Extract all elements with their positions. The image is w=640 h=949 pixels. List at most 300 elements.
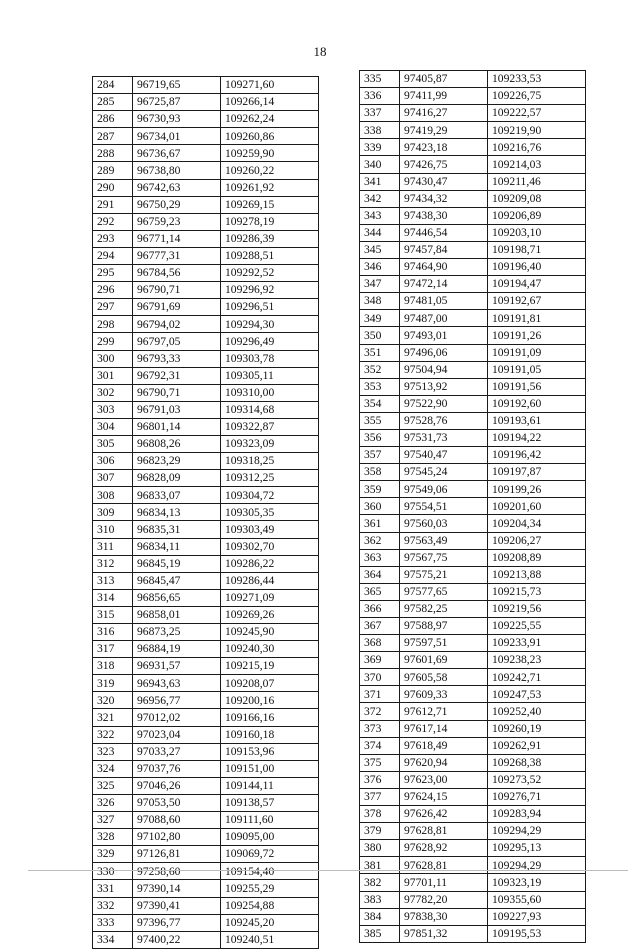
point-number-cell: 319 [93, 675, 133, 692]
point-number-cell: 352 [360, 361, 400, 378]
point-number-cell: 351 [360, 344, 400, 361]
point-number-cell: 384 [360, 908, 400, 925]
x-coordinate-cell: 97597,51 [400, 635, 488, 652]
table-row [360, 412, 586, 429]
table-row [360, 874, 586, 891]
point-number-cell: 315 [93, 606, 133, 623]
x-coordinate-cell: 96845,19 [133, 555, 221, 572]
point-number-cell: 364 [360, 566, 400, 583]
point-number-cell: 348 [360, 293, 400, 310]
x-coordinate-cell: 97577,65 [400, 583, 488, 600]
table-row [360, 241, 586, 258]
x-coordinate-cell: 96734,01 [133, 128, 221, 145]
y-coordinate-cell: 109355,60 [488, 891, 586, 908]
x-coordinate-cell: 97023,04 [133, 726, 221, 743]
table-row [93, 846, 319, 863]
point-number-cell: 324 [93, 760, 133, 777]
y-coordinate-cell: 109318,25 [221, 453, 319, 470]
point-number-cell: 316 [93, 624, 133, 641]
y-coordinate-cell: 109219,56 [488, 600, 586, 617]
point-number-cell: 330 [93, 863, 133, 880]
point-number-cell: 367 [360, 618, 400, 635]
y-coordinate-cell: 109296,51 [221, 299, 319, 316]
table-row [360, 207, 586, 224]
table-row [93, 624, 319, 641]
point-number-cell: 308 [93, 487, 133, 504]
point-number-cell: 300 [93, 350, 133, 367]
y-coordinate-cell: 109323,09 [221, 435, 319, 452]
table-row [360, 378, 586, 395]
point-number-cell: 336 [360, 88, 400, 105]
x-coordinate-cell: 96742,63 [133, 179, 221, 196]
x-coordinate-cell: 97481,05 [400, 293, 488, 310]
table-row [93, 675, 319, 692]
table-row [360, 276, 586, 293]
point-number-cell: 350 [360, 327, 400, 344]
x-coordinate-cell: 97701,11 [400, 874, 488, 891]
point-number-cell: 302 [93, 384, 133, 401]
x-coordinate-cell: 96833,07 [133, 487, 221, 504]
point-number-cell: 296 [93, 282, 133, 299]
y-coordinate-cell: 109262,91 [488, 737, 586, 754]
table-row [360, 686, 586, 703]
table-row [93, 726, 319, 743]
table-row [360, 88, 586, 105]
table-row [93, 914, 319, 931]
table-row [360, 447, 586, 464]
table-row [93, 504, 319, 521]
point-number-cell: 342 [360, 190, 400, 207]
x-coordinate-cell: 96738,80 [133, 162, 221, 179]
point-number-cell: 353 [360, 378, 400, 395]
y-coordinate-cell: 109196,40 [488, 259, 586, 276]
point-number-cell: 358 [360, 464, 400, 481]
x-coordinate-cell: 96793,33 [133, 350, 221, 367]
point-number-cell: 301 [93, 367, 133, 384]
point-number-cell: 349 [360, 310, 400, 327]
table-row [360, 788, 586, 805]
x-coordinate-cell: 97496,06 [400, 344, 488, 361]
y-coordinate-cell: 109294,29 [488, 823, 586, 840]
x-coordinate-cell: 96730,93 [133, 111, 221, 128]
table-row [93, 812, 319, 829]
table-row [93, 880, 319, 897]
table-row [360, 583, 586, 600]
y-coordinate-cell: 109322,87 [221, 418, 319, 435]
y-coordinate-cell: 109197,87 [488, 464, 586, 481]
y-coordinate-cell: 109192,60 [488, 395, 586, 412]
x-coordinate-cell: 97430,47 [400, 173, 488, 190]
x-coordinate-cell: 96784,56 [133, 265, 221, 282]
y-coordinate-cell: 109260,86 [221, 128, 319, 145]
table-row [93, 931, 319, 948]
x-coordinate-cell: 96794,02 [133, 316, 221, 333]
y-coordinate-cell: 109304,72 [221, 487, 319, 504]
y-coordinate-cell: 109144,11 [221, 777, 319, 794]
point-number-cell: 286 [93, 111, 133, 128]
x-coordinate-cell: 96792,31 [133, 367, 221, 384]
table-row [93, 299, 319, 316]
y-coordinate-cell: 109215,19 [221, 658, 319, 675]
x-coordinate-cell: 97560,03 [400, 515, 488, 532]
point-number-cell: 306 [93, 453, 133, 470]
point-number-cell: 341 [360, 173, 400, 190]
table-row [360, 361, 586, 378]
point-number-cell: 382 [360, 874, 400, 891]
x-coordinate-cell: 97609,33 [400, 686, 488, 703]
x-coordinate-cell: 96884,19 [133, 641, 221, 658]
x-coordinate-cell: 96834,13 [133, 504, 221, 521]
y-coordinate-cell: 109160,18 [221, 726, 319, 743]
y-coordinate-cell: 109204,34 [488, 515, 586, 532]
y-coordinate-cell: 109194,47 [488, 276, 586, 293]
point-number-cell: 323 [93, 743, 133, 760]
y-coordinate-cell: 109286,22 [221, 555, 319, 572]
y-coordinate-cell: 109215,73 [488, 583, 586, 600]
table-row [360, 515, 586, 532]
table-row [93, 418, 319, 435]
table-row [360, 156, 586, 173]
table-row [360, 618, 586, 635]
point-number-cell: 340 [360, 156, 400, 173]
point-number-cell: 321 [93, 709, 133, 726]
x-coordinate-cell: 97400,22 [133, 931, 221, 948]
coordinates-table-right-body [360, 71, 586, 943]
point-number-cell: 363 [360, 549, 400, 566]
point-number-cell: 378 [360, 806, 400, 823]
x-coordinate-cell: 97617,14 [400, 720, 488, 737]
y-coordinate-cell: 109261,92 [221, 179, 319, 196]
point-number-cell: 289 [93, 162, 133, 179]
x-coordinate-cell: 97419,29 [400, 122, 488, 139]
table-row [93, 863, 319, 880]
y-coordinate-cell: 109199,26 [488, 481, 586, 498]
x-coordinate-cell: 97411,99 [400, 88, 488, 105]
point-number-cell: 356 [360, 429, 400, 446]
point-number-cell: 317 [93, 641, 133, 658]
y-coordinate-cell: 109219,90 [488, 122, 586, 139]
table-row [93, 384, 319, 401]
x-coordinate-cell: 97582,25 [400, 600, 488, 617]
x-coordinate-cell: 97434,32 [400, 190, 488, 207]
table-row [93, 145, 319, 162]
point-number-cell: 339 [360, 139, 400, 156]
table-row [93, 367, 319, 384]
point-number-cell: 331 [93, 880, 133, 897]
table-row [93, 760, 319, 777]
x-coordinate-cell: 97851,32 [400, 925, 488, 942]
point-number-cell: 309 [93, 504, 133, 521]
point-number-cell: 372 [360, 703, 400, 720]
point-number-cell: 313 [93, 572, 133, 589]
y-coordinate-cell: 109200,16 [221, 692, 319, 709]
y-coordinate-cell: 109222,57 [488, 105, 586, 122]
y-coordinate-cell: 109166,16 [221, 709, 319, 726]
y-coordinate-cell: 109151,00 [221, 760, 319, 777]
x-coordinate-cell: 96943,63 [133, 675, 221, 692]
x-coordinate-cell: 97426,75 [400, 156, 488, 173]
table-row [360, 190, 586, 207]
table-row [360, 908, 586, 925]
x-coordinate-cell: 97504,94 [400, 361, 488, 378]
y-coordinate-cell: 109276,71 [488, 788, 586, 805]
y-coordinate-cell: 109209,08 [488, 190, 586, 207]
y-coordinate-cell: 109252,40 [488, 703, 586, 720]
point-number-cell: 285 [93, 94, 133, 111]
y-coordinate-cell: 109302,70 [221, 538, 319, 555]
y-coordinate-cell: 109206,89 [488, 207, 586, 224]
table-row [360, 549, 586, 566]
y-coordinate-cell: 109269,15 [221, 196, 319, 213]
point-number-cell: 295 [93, 265, 133, 282]
x-coordinate-cell: 97554,51 [400, 498, 488, 515]
y-coordinate-cell: 109240,30 [221, 641, 319, 658]
table-row [93, 453, 319, 470]
point-number-cell: 293 [93, 230, 133, 247]
x-coordinate-cell: 97487,00 [400, 310, 488, 327]
point-number-cell: 366 [360, 600, 400, 617]
table-row [360, 635, 586, 652]
table-row [360, 122, 586, 139]
point-number-cell: 377 [360, 788, 400, 805]
y-coordinate-cell: 109294,29 [488, 857, 586, 874]
x-coordinate-cell: 97396,77 [133, 914, 221, 931]
x-coordinate-cell: 97567,75 [400, 549, 488, 566]
y-coordinate-cell: 109296,92 [221, 282, 319, 299]
x-coordinate-cell: 97522,90 [400, 395, 488, 412]
table-row [360, 737, 586, 754]
table-row [93, 282, 319, 299]
table-row [360, 532, 586, 549]
y-coordinate-cell: 109286,44 [221, 572, 319, 589]
y-coordinate-cell: 109286,39 [221, 230, 319, 247]
point-number-cell: 361 [360, 515, 400, 532]
y-coordinate-cell: 109294,30 [221, 316, 319, 333]
x-coordinate-cell: 97838,30 [400, 908, 488, 925]
x-coordinate-cell: 97545,24 [400, 464, 488, 481]
point-number-cell: 362 [360, 532, 400, 549]
y-coordinate-cell: 109196,42 [488, 447, 586, 464]
table-row [360, 925, 586, 942]
table-row [360, 464, 586, 481]
x-coordinate-cell: 97513,92 [400, 378, 488, 395]
table-row [360, 566, 586, 583]
y-coordinate-cell: 109242,71 [488, 669, 586, 686]
y-coordinate-cell: 109254,88 [221, 897, 319, 914]
table-row [93, 777, 319, 794]
table-row [93, 743, 319, 760]
x-coordinate-cell: 97126,81 [133, 846, 221, 863]
y-coordinate-cell: 109245,90 [221, 624, 319, 641]
point-number-cell: 334 [93, 931, 133, 948]
x-coordinate-cell: 97405,87 [400, 71, 488, 88]
table-row [93, 179, 319, 196]
x-coordinate-cell: 97390,41 [133, 897, 221, 914]
y-coordinate-cell: 109191,09 [488, 344, 586, 361]
table-row [360, 310, 586, 327]
coordinates-table-left [92, 76, 319, 949]
x-coordinate-cell: 97575,21 [400, 566, 488, 583]
y-coordinate-cell: 109238,23 [488, 652, 586, 669]
y-coordinate-cell: 109240,51 [221, 931, 319, 948]
point-number-cell: 374 [360, 737, 400, 754]
y-coordinate-cell: 109245,20 [221, 914, 319, 931]
table-row [360, 498, 586, 515]
table-row [93, 316, 319, 333]
x-coordinate-cell: 97626,42 [400, 806, 488, 823]
y-coordinate-cell: 109203,10 [488, 224, 586, 241]
y-coordinate-cell: 109216,76 [488, 139, 586, 156]
y-coordinate-cell: 109305,35 [221, 504, 319, 521]
point-number-cell: 307 [93, 470, 133, 487]
x-coordinate-cell: 97102,80 [133, 829, 221, 846]
point-number-cell: 333 [93, 914, 133, 931]
x-coordinate-cell: 97624,15 [400, 788, 488, 805]
x-coordinate-cell: 97528,76 [400, 412, 488, 429]
point-number-cell: 375 [360, 754, 400, 771]
x-coordinate-cell: 97088,60 [133, 812, 221, 829]
y-coordinate-cell: 109191,26 [488, 327, 586, 344]
y-coordinate-cell: 109201,60 [488, 498, 586, 515]
y-coordinate-cell: 109191,05 [488, 361, 586, 378]
point-number-cell: 287 [93, 128, 133, 145]
point-number-cell: 298 [93, 316, 133, 333]
y-coordinate-cell: 109233,91 [488, 635, 586, 652]
table-row [93, 487, 319, 504]
y-coordinate-cell: 109208,07 [221, 675, 319, 692]
x-coordinate-cell: 96856,65 [133, 589, 221, 606]
table-row [93, 692, 319, 709]
y-coordinate-cell: 109069,72 [221, 846, 319, 863]
table-row [93, 247, 319, 264]
point-number-cell: 368 [360, 635, 400, 652]
point-number-cell: 337 [360, 105, 400, 122]
table-row [93, 128, 319, 145]
y-coordinate-cell: 109266,14 [221, 94, 319, 111]
point-number-cell: 338 [360, 122, 400, 139]
y-coordinate-cell: 109259,90 [221, 145, 319, 162]
y-coordinate-cell: 109271,09 [221, 589, 319, 606]
x-coordinate-cell: 96790,71 [133, 384, 221, 401]
page-number: 18 [313, 44, 327, 59]
point-number-cell: 359 [360, 481, 400, 498]
point-number-cell: 346 [360, 259, 400, 276]
x-coordinate-cell: 97012,02 [133, 709, 221, 726]
point-number-cell: 357 [360, 447, 400, 464]
y-coordinate-cell: 109191,81 [488, 310, 586, 327]
x-coordinate-cell: 97472,14 [400, 276, 488, 293]
table-row [93, 641, 319, 658]
table-row [93, 897, 319, 914]
x-coordinate-cell: 96808,26 [133, 435, 221, 452]
y-coordinate-cell: 109273,52 [488, 771, 586, 788]
table-row [360, 259, 586, 276]
coordinates-table-left-body [93, 77, 319, 949]
x-coordinate-cell: 97493,01 [400, 327, 488, 344]
y-coordinate-cell: 109195,53 [488, 925, 586, 942]
y-coordinate-cell: 109260,19 [488, 720, 586, 737]
y-coordinate-cell: 109213,88 [488, 566, 586, 583]
point-number-cell: 318 [93, 658, 133, 675]
point-number-cell: 294 [93, 247, 133, 264]
table-row [360, 71, 586, 88]
point-number-cell: 385 [360, 925, 400, 942]
y-coordinate-cell: 109227,93 [488, 908, 586, 925]
table-row [360, 105, 586, 122]
point-number-cell: 292 [93, 213, 133, 230]
y-coordinate-cell: 109296,49 [221, 333, 319, 350]
point-number-cell: 288 [93, 145, 133, 162]
x-coordinate-cell: 96845,47 [133, 572, 221, 589]
y-coordinate-cell: 109214,03 [488, 156, 586, 173]
point-number-cell: 325 [93, 777, 133, 794]
point-number-cell: 345 [360, 241, 400, 258]
x-coordinate-cell: 96823,29 [133, 453, 221, 470]
table-row [93, 111, 319, 128]
x-coordinate-cell: 97605,58 [400, 669, 488, 686]
table-row [360, 669, 586, 686]
point-number-cell: 332 [93, 897, 133, 914]
table-row [93, 435, 319, 452]
x-coordinate-cell: 97549,06 [400, 481, 488, 498]
table-row [93, 572, 319, 589]
x-coordinate-cell: 96797,05 [133, 333, 221, 350]
point-number-cell: 305 [93, 435, 133, 452]
point-number-cell: 312 [93, 555, 133, 572]
table-row [93, 829, 319, 846]
table-row [93, 709, 319, 726]
point-number-cell: 347 [360, 276, 400, 293]
y-coordinate-cell: 109138,57 [221, 794, 319, 811]
point-number-cell: 369 [360, 652, 400, 669]
point-number-cell: 355 [360, 412, 400, 429]
x-coordinate-cell: 96835,31 [133, 521, 221, 538]
point-number-cell: 370 [360, 669, 400, 686]
x-coordinate-cell: 97628,81 [400, 823, 488, 840]
table-row [93, 606, 319, 623]
y-coordinate-cell: 109247,53 [488, 686, 586, 703]
x-coordinate-cell: 96834,11 [133, 538, 221, 555]
table-row [93, 162, 319, 179]
x-coordinate-cell: 97046,26 [133, 777, 221, 794]
point-number-cell: 373 [360, 720, 400, 737]
y-coordinate-cell: 109211,46 [488, 173, 586, 190]
x-coordinate-cell: 97037,76 [133, 760, 221, 777]
point-number-cell: 371 [360, 686, 400, 703]
x-coordinate-cell: 96828,09 [133, 470, 221, 487]
point-number-cell: 327 [93, 812, 133, 829]
x-coordinate-cell: 96736,67 [133, 145, 221, 162]
point-number-cell: 303 [93, 401, 133, 418]
x-coordinate-cell: 97563,49 [400, 532, 488, 549]
x-coordinate-cell: 97531,73 [400, 429, 488, 446]
point-number-cell: 383 [360, 891, 400, 908]
y-coordinate-cell: 109295,13 [488, 840, 586, 857]
table-row [93, 589, 319, 606]
point-number-cell: 379 [360, 823, 400, 840]
y-coordinate-cell: 109314,68 [221, 401, 319, 418]
x-coordinate-cell: 96719,65 [133, 77, 221, 94]
table-row [360, 891, 586, 908]
x-coordinate-cell: 97033,27 [133, 743, 221, 760]
page-bottom-edge [28, 870, 628, 871]
x-coordinate-cell: 97618,49 [400, 737, 488, 754]
table-row [360, 481, 586, 498]
point-number-cell: 380 [360, 840, 400, 857]
x-coordinate-cell: 96750,29 [133, 196, 221, 213]
point-number-cell: 344 [360, 224, 400, 241]
x-coordinate-cell: 97464,90 [400, 259, 488, 276]
